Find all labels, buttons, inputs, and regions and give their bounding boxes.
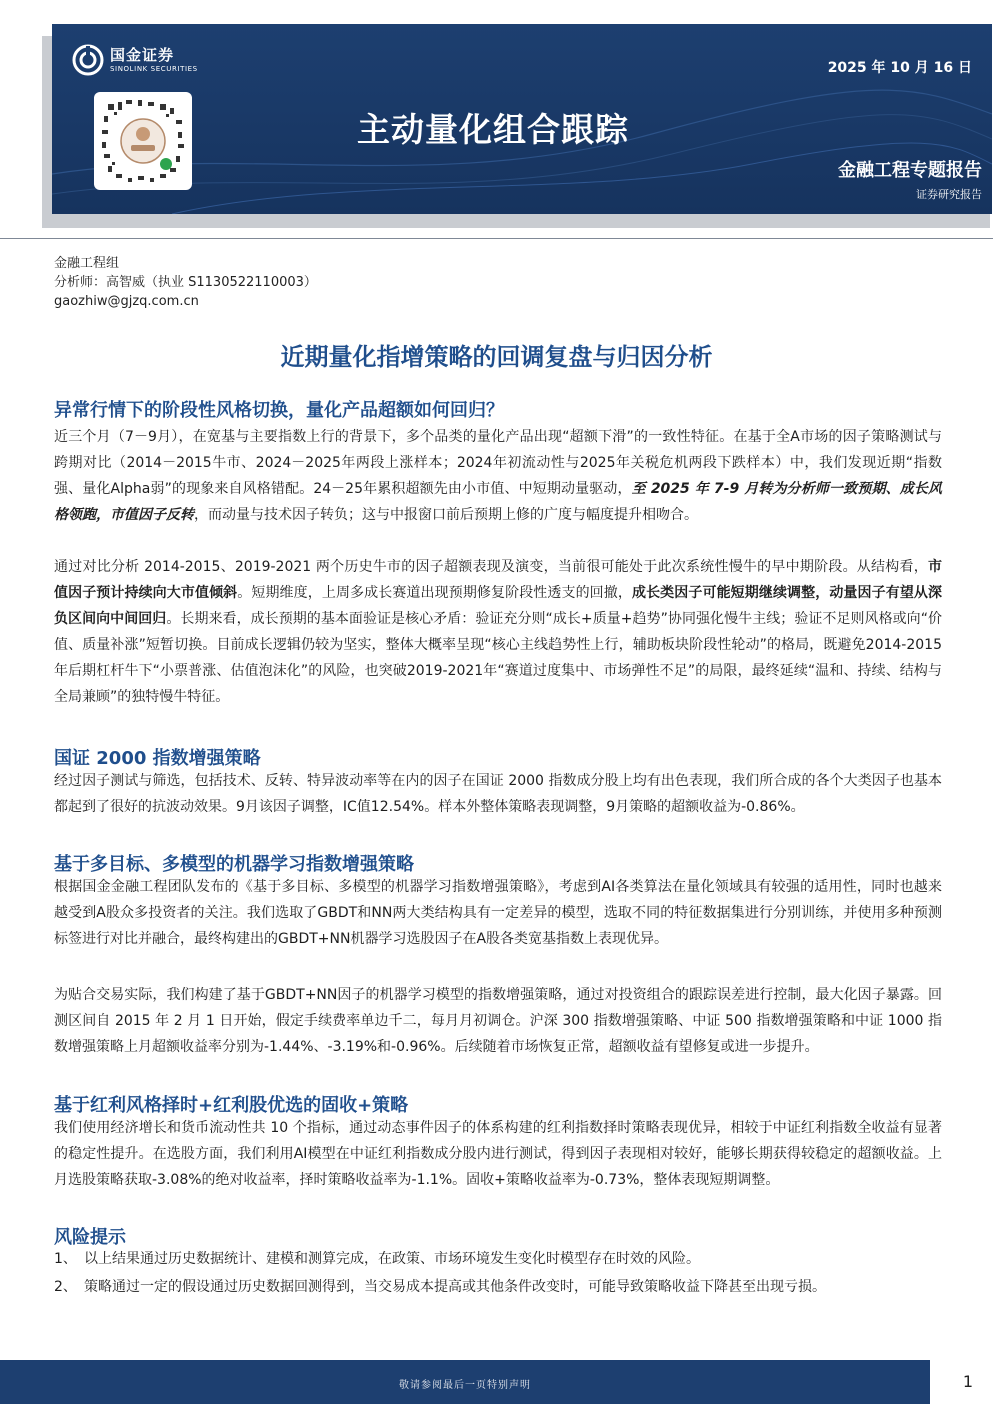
- paragraph-ml-strategy-1: 根据国金金融工程团队发布的《基于多目标、多模型的机器学习指数增强策略》，考虑到AI各类算法在量化领域具有较强的适用性，同时也越来越受到A股众多投资者的关注。我们选取了GBDT和NN两大类结构具有一定差异的模型，选取不同的特征数据集进行分别训练，并使用多种预测标签进行对比并融合，最终构建出的GBDT+NN机器学习选股因子在A股各类宽基指数上表现优异。: [54, 879, 942, 947]
- risk-item: [54, 1274, 944, 1300]
- header-banner: [52, 24, 992, 214]
- logo-name-en: SINOLINK SECURITIES: [110, 64, 198, 73]
- qr-code-icon: [94, 92, 192, 190]
- document-title: 近期量化指增策略的回调复盘与归因分析: [280, 343, 713, 371]
- report-date: 2025 年 10 月 16 日: [827, 60, 972, 76]
- paragraph-style-switch-2: 通过对比分析 2014-2015、2019-2021 两个历史牛市的因子超额表现及演变，当前很可能处于此次系统性慢牛的早中期阶段。从结构看，市值因子预计持续向大市值倾斜。短期维度，上周多成长赛道出现预期修复阶段性透支的回撤，成长类因子可能短期继续调整，动量因子有望从深负区间向中间回归。长期来看，成长预期的基本面验证是核心矛盾：验证充分则“成长+质量+趋势”协同强化慢牛主线；验证不足则风格或向“价值、质量补涨”短暂切换。目前成长逻辑仍较为坚实，整体大概率呈现“核心主线趋势性上行，辅助板块阶段性轮动”的格局，既避免2014-2015年后期杠杆牛下“小票普涨、估值泡沫化”的风险，也突破2019-2021年“赛道过度集中、市场弹性不足”的局限，最终延续“温和、持续、结构与全局兼顾”的独特慢牛特征。: [54, 559, 943, 705]
- paragraph-style-switch-1: 近三个月（7－9月），在宽基与主要指数上行的背景下，多个品类的量化产品出现“超额下滑”的一致性特征。在基于全A市场的因子策略测试与跨期对比（2014－2015牛市、2024－2025年两段上涨样本；2024年初流动性与2025年关税危机两段下跌样本）中，我们发现近期“指数强、量化Alpha弱”的现象来自风格错配。24－25年累积超额先由小市值、中短期动量驱动，至 2025 年 7-9 月转为分析师一致预期、成长风格领跑，市值因子反转，而动量与技术因子转负；这与中报窗口前后预期上修的广度与幅度提升相吻合。: [54, 429, 942, 523]
- risk-item-text: 策略通过一定的假设通过历史数据回测得到，当交易成本提高或其他条件改变时，可能导致策略收益下降甚至出现亏损。: [84, 1279, 826, 1295]
- logo-name-cn: 国金证券: [110, 45, 175, 64]
- risk-item: [54, 1246, 944, 1272]
- company-logo: [72, 43, 198, 77]
- report-type: 金融工程专题报告: [838, 160, 982, 181]
- report-title: 主动量化组合跟踪: [357, 110, 629, 149]
- paragraph-ml-strategy-2: 为贴合交易实际，我们构建了基于GBDT+NN因子的机器学习模型的指数增强策略，通过对投资组合的跟踪误差进行控制，最大化因子暴露。回测区间自 2015 年 2 月 1 日开始，假定手续费率单边千二，每月月初调仓。沪深 300 指数增强策略、中证 500 指数增强策略和中证 1000 指数增强策略上月超额收益率分别为-1.44%、-3.19%和-0.96%。后续随着市场恢复正常，超额收益有望修复或进一步提升。: [54, 987, 942, 1055]
- section-title-gz2000: 国证 2000 指数增强策略: [54, 748, 261, 769]
- section-title-style-switch: 异常行情下的阶段性风格切换，量化产品超额如何回归？: [54, 400, 504, 421]
- emphasis-market-cap: 市值因子预计持续向大市值倾斜: [54, 559, 942, 601]
- author-block: [54, 254, 317, 311]
- analyst-email[interactable]: gaozhiw@gjzq.com.cn: [54, 294, 199, 309]
- paragraph-gz2000: 经过因子测试与筛选，包括技术、反转、特异波动率等在内的因子在国证 2000 指数成分股上均有出色表现，我们所合成的各个大类因子也基本都起到了很好的抗波动效果。9月该因子调整，IC值12.54%。样本外整体策略表现调整，9月策略的超额收益为-0.86%。: [54, 773, 942, 815]
- team-name: 金融工程组: [54, 256, 120, 271]
- analyst-name: 分析师：高智威（执业 S1130522110003）: [54, 275, 317, 290]
- paragraph-dividend-strategy: 我们使用经济增长和货币流动性共 10 个指标，通过动态事件因子的体系构建的红利指数择时策略表现优异，相较于中证红利指数全收益有显著的稳定性提升。在选股方面，我们利用AI模型在中证红利指数成分股内进行测试，得到因子表现相对较好，能够长期获得较稳定的超额收益。上月选股策略获取-3.08%的绝对收益率，择时策略收益率为-1.1%。固收+策略收益率为-0.73%，整体表现短期调整。: [54, 1120, 942, 1188]
- page-number: 1: [962, 1372, 973, 1391]
- risk-item-number: 1、: [54, 1251, 77, 1267]
- emphasis-factor-reversal: 至 2025 年 7-9 月转为分析师一致预期、成长风格领跑，市值因子反转: [54, 481, 942, 523]
- section-title-risk: 风险提示: [54, 1227, 126, 1248]
- emphasis-growth-momentum: 成长类因子可能短期继续调整，动量因子有望从深负区间向中间回归: [54, 585, 943, 627]
- report-category: 证券研究报告: [916, 188, 982, 201]
- risk-item-text: 以上结果通过历史数据统计、建模和测算完成，在政策、市场环境发生变化时模型存在时效的风险。: [84, 1251, 700, 1267]
- risk-item-number: 2、: [54, 1279, 77, 1295]
- header-divider: [0, 238, 993, 239]
- section-title-ml-strategy: 基于多目标、多模型的机器学习指数增强策略: [54, 854, 414, 875]
- section-title-dividend-strategy: 基于红利风格择时+红利股优选的固收+策略: [54, 1095, 409, 1116]
- logo-mark-icon: [72, 44, 104, 76]
- footer-disclaimer-note: 敬请参阅最后一页特别声明: [399, 1380, 531, 1391]
